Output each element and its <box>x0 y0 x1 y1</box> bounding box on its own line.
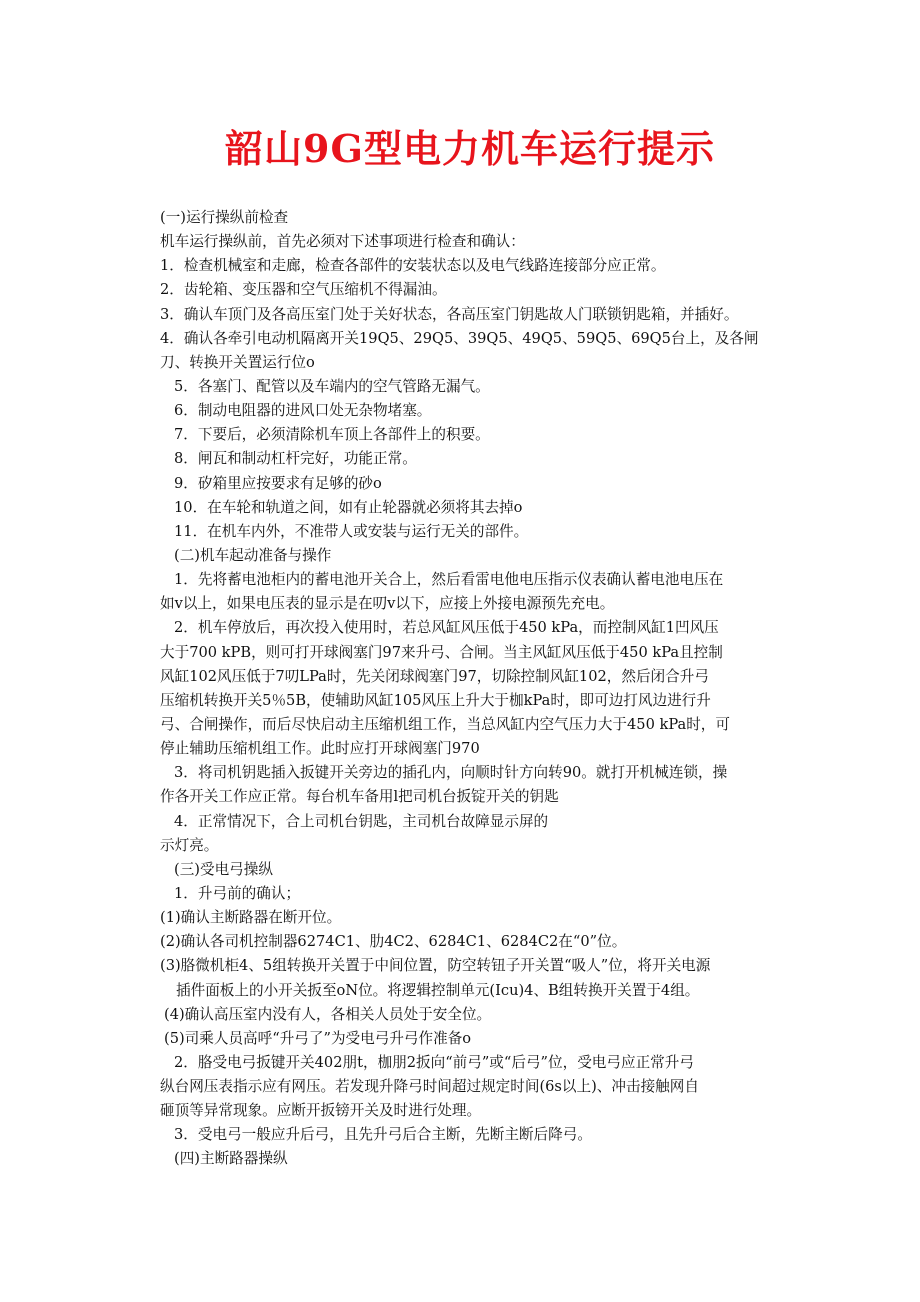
text-line: 7．下要后，必须清除机车顶上各部件上的积要。 <box>174 426 490 444</box>
text-line: 5．各塞门、配管以及车端内的空气管路无漏气。 <box>174 377 490 395</box>
text-line: 作各开关工作应正常。每台机车备用l把司机台扳锭开关的钥匙 <box>160 788 559 806</box>
text-line: 3．将司机钥匙插入扳键开关旁边的插孔内，向顺时针方向转90。就打开机械连锁，操 <box>174 764 728 782</box>
text-line: 8．闸瓦和制动杠杆完好，功能正常。 <box>174 450 417 468</box>
text-line: (二)机车起动准备与操作 <box>174 546 332 564</box>
text-line: (3)胳微机柜4、5组转换开关置于中间位置，防空转钮子开关置“吸人”位，将开关电源 <box>160 957 711 975</box>
text-line: 4．确认各牵引电动机隔离开关19Q5、29Q5、39Q5、49Q5、59Q5、69Q5台上，及各闸 <box>160 329 759 347</box>
text-line: (2)确认各司机控制器6274C1、肋4C2、6284C1、6284C2在“0”位。 <box>160 933 627 951</box>
text-line: (一)运行操纵前检查 <box>160 209 289 226</box>
text-line: 插件面板上的小开关扳至oN位。将逻辑控制单元(Icu)4、B组转换开关置于4组。 <box>176 981 700 999</box>
text-line: 风缸102风压低于7叨LPa时，先关闭球阀塞门97，切除控制风缸102，然后闭合升弓 <box>160 667 709 685</box>
text-line: 刀、转换开关置运行位o <box>160 353 315 371</box>
text-line: (4)确认高压室内没有人，各相关人员处于安全位。 <box>164 1005 492 1023</box>
text-line: 4．正常情况下，合上司机台钥匙，主司机台故障显示屏的 <box>174 812 549 830</box>
text-line: (5)司乘人员高呼“升弓了”为受电弓升弓作准备o <box>164 1029 472 1047</box>
document-body <box>160 206 786 1172</box>
text-line: 机车运行操纵前，首先必须对下述事项进行检查和确认： <box>160 233 525 251</box>
text-line: 2．机车停放后，再次投入使用时，若总风缸风压低于450 kPa，而控制风缸1凹风压 <box>174 619 719 637</box>
text-line: 3．受电弓一般应升后弓，且先升弓后合主断，先断主断后降弓。 <box>174 1126 592 1144</box>
text-line: 3．确认车顶门及各高压室门处于关好状态，各高压室门钥匙故人门联锁钥匙箱，并插好。 <box>160 305 739 323</box>
text-line: 1．检查机械室和走廊，检查各部件的安装状态以及电气线路连接部分应正常。 <box>160 257 666 275</box>
text-line: (1)确认主断路器在断开位。 <box>160 909 342 927</box>
text-line: 纵台网压表指示应有网压。若发现升降弓时间超过规定时间(6s以上)、冲击接触网自 <box>160 1078 699 1096</box>
text-line: 压缩机转换开关5％5B，使辅助风缸105风压上升大于枷kPa时，即可边打风边进行升 <box>160 691 711 709</box>
text-line: 如v以上，如果电压表的显示是在叨v以下，应接上外接电源预先充电。 <box>160 595 615 613</box>
text-line: 6．制动电阻器的进风口处无杂物堵塞。 <box>174 402 432 420</box>
text-line: 10．在车轮和轨道之间，如有止轮器就必须将其去掉o <box>174 498 523 516</box>
text-line: 11．在机车内外，不准带人或安装与运行无关的部件。 <box>174 522 529 540</box>
text-line: 停止辅助压缩机组工作。此时应打开球阀塞门970 <box>160 740 480 758</box>
text-line: 2．齿轮箱、变压器和空气压缩机不得漏油。 <box>160 281 447 299</box>
text-line: (三)受电弓操纵 <box>174 860 273 878</box>
text-line: 1．先将蓄电池柜内的蓄电池开关合上，然后看雷电他电压指示仪表确认蓄电池电压在 <box>174 571 724 589</box>
text-line: 大于700 kPB，则可打开球阀塞门97来升弓、合闸。当主风缸风压低于450 kPa且控制 <box>160 643 723 661</box>
text-line: 2．胳受电弓扳键开关402朋t，枷朋2扳向“前弓”或“后弓”位，受电弓应正常升弓 <box>174 1053 694 1071</box>
text-line: (四)主断路器操纵 <box>174 1150 288 1168</box>
text-line: 1．升弓前的确认； <box>174 884 301 902</box>
text-line: 弓、合闸操作，而后尽快启动主压缩机组工作，当总风缸内空气压力大于450 kPa时，可 <box>160 715 730 733</box>
document-title: 韶山9G型电力机车运行提示 <box>225 126 715 171</box>
text-line: 示灯亮。 <box>160 836 219 854</box>
text-line: 9．矽箱里应按要求有足够的砂o <box>174 474 382 492</box>
text-line: 砸顶等异常现象。应断开扳镑开关及时进行处理。 <box>160 1102 482 1120</box>
